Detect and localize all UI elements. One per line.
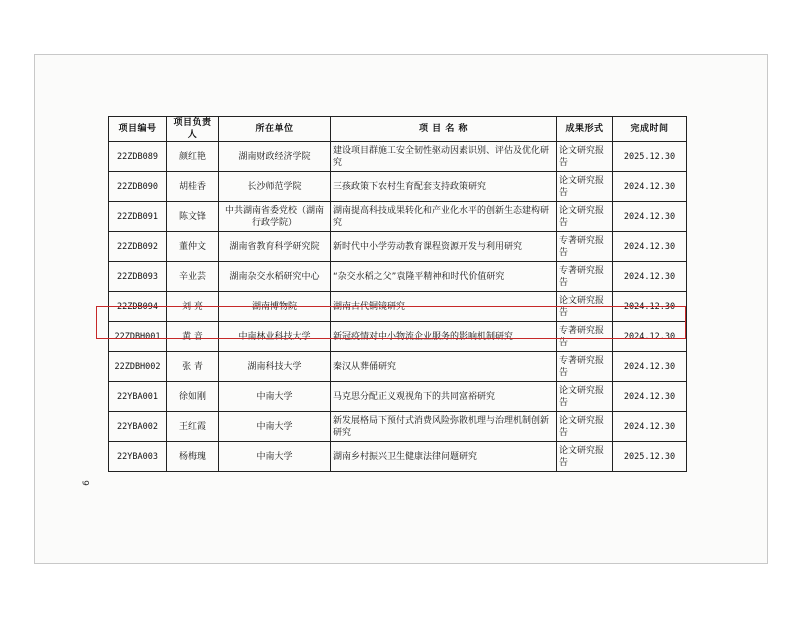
cell-date: 2024.12.30 <box>613 322 687 352</box>
cell-form: 论文研究报告 <box>557 142 613 172</box>
cell-code: 22YBA002 <box>109 412 167 442</box>
cell-form: 论文研究报告 <box>557 442 613 472</box>
cell-unit: 中南大学 <box>219 382 331 412</box>
cell-name: 新发展格局下预付式消费风险弥散机理与治理机制创新研究 <box>331 412 557 442</box>
cell-code: 22ZDB089 <box>109 142 167 172</box>
header-date: 完成时间 <box>613 117 687 142</box>
cell-form: 专著研究报告 <box>557 262 613 292</box>
cell-person: 徐如刚 <box>167 382 219 412</box>
cell-person: 张 青 <box>167 352 219 382</box>
cell-date: 2024.12.30 <box>613 172 687 202</box>
cell-code: 22ZDBH001 <box>109 322 167 352</box>
cell-date: 2024.12.30 <box>613 352 687 382</box>
project-table <box>108 116 687 472</box>
cell-form: 专著研究报告 <box>557 322 613 352</box>
cell-date: 2024.12.30 <box>613 382 687 412</box>
cell-unit: 中南大学 <box>219 412 331 442</box>
cell-date: 2024.12.30 <box>613 292 687 322</box>
cell-person: 刘 亮 <box>167 292 219 322</box>
table-row <box>109 232 687 262</box>
cell-date: 2025.12.30 <box>613 142 687 172</box>
cell-date: 2024.12.30 <box>613 412 687 442</box>
cell-name: 湖南提高科技成果转化和产业化水平的创新生态建构研究 <box>331 202 557 232</box>
cell-unit: 中共湖南省委党校（湖南行政学院） <box>219 202 331 232</box>
cell-form: 专著研究报告 <box>557 352 613 382</box>
header-name: 项 目 名 称 <box>331 117 557 142</box>
header-person: 项目负责人 <box>167 117 219 142</box>
cell-code: 22ZDBH002 <box>109 352 167 382</box>
cell-name: 建设项目群施工安全韧性驱动因素识别、评估及优化研究 <box>331 142 557 172</box>
cell-form: 论文研究报告 <box>557 412 613 442</box>
cell-unit: 湖南博物院 <box>219 292 331 322</box>
cell-person: 杨梅瑰 <box>167 442 219 472</box>
cell-unit: 中南大学 <box>219 442 331 472</box>
cell-unit: 湖南省教育科学研究院 <box>219 232 331 262</box>
cell-person: 王红霞 <box>167 412 219 442</box>
cell-code: 22ZDB093 <box>109 262 167 292</box>
cell-unit: 湖南财政经济学院 <box>219 142 331 172</box>
cell-person: 胡桂香 <box>167 172 219 202</box>
cell-form: 论文研究报告 <box>557 292 613 322</box>
cell-code: 22ZDB092 <box>109 232 167 262</box>
cell-form: 论文研究报告 <box>557 382 613 412</box>
cell-name: 新冠疫情对中小物流企业服务的影响机制研究 <box>331 322 557 352</box>
table-row <box>109 142 687 172</box>
cell-person: 黄 音 <box>167 322 219 352</box>
table-row <box>109 172 687 202</box>
header-unit: 所在单位 <box>219 117 331 142</box>
cell-person: 辛业芸 <box>167 262 219 292</box>
cell-form: 专著研究报告 <box>557 232 613 262</box>
cell-code: 22ZDB091 <box>109 202 167 232</box>
cell-unit: 中南林业科技大学 <box>219 322 331 352</box>
cell-name: 湖南乡村振兴卫生健康法律问题研究 <box>331 442 557 472</box>
cell-name: 湖南古代铜镜研究 <box>331 292 557 322</box>
cell-name: 新时代中小学劳动教育课程资源开发与利用研究 <box>331 232 557 262</box>
cell-name: 三孩政策下农村生育配套支持政策研究 <box>331 172 557 202</box>
cell-name: 秦汉从葬俑研究 <box>331 352 557 382</box>
cell-date: 2024.12.30 <box>613 232 687 262</box>
header-form: 成果形式 <box>557 117 613 142</box>
cell-form: 论文研究报告 <box>557 202 613 232</box>
page-number: 6 <box>81 480 92 486</box>
cell-code: 22YBA003 <box>109 442 167 472</box>
cell-date: 2025.12.30 <box>613 442 687 472</box>
table-row <box>109 382 687 412</box>
cell-code: 22ZDB090 <box>109 172 167 202</box>
table-header-row <box>109 117 687 142</box>
cell-name: “杂交水稻之父”袁隆平精神和时代价值研究 <box>331 262 557 292</box>
cell-name: 马克思分配正义观视角下的共同富裕研究 <box>331 382 557 412</box>
table-row <box>109 322 687 352</box>
cell-person: 董仲文 <box>167 232 219 262</box>
cell-unit: 长沙师范学院 <box>219 172 331 202</box>
table-row <box>109 412 687 442</box>
table-row <box>109 262 687 292</box>
table-row <box>109 352 687 382</box>
table-row-highlighted <box>109 292 687 322</box>
cell-person: 颜红艳 <box>167 142 219 172</box>
cell-unit: 湖南科技大学 <box>219 352 331 382</box>
header-code: 项目编号 <box>109 117 167 142</box>
table-row <box>109 442 687 472</box>
cell-form: 论文研究报告 <box>557 172 613 202</box>
cell-date: 2024.12.30 <box>613 202 687 232</box>
cell-code: 22YBA001 <box>109 382 167 412</box>
cell-date: 2024.12.30 <box>613 262 687 292</box>
table-row <box>109 202 687 232</box>
cell-code: 22ZDB094 <box>109 292 167 322</box>
cell-person: 陈文锋 <box>167 202 219 232</box>
cell-unit: 湖南杂交水稻研究中心 <box>219 262 331 292</box>
